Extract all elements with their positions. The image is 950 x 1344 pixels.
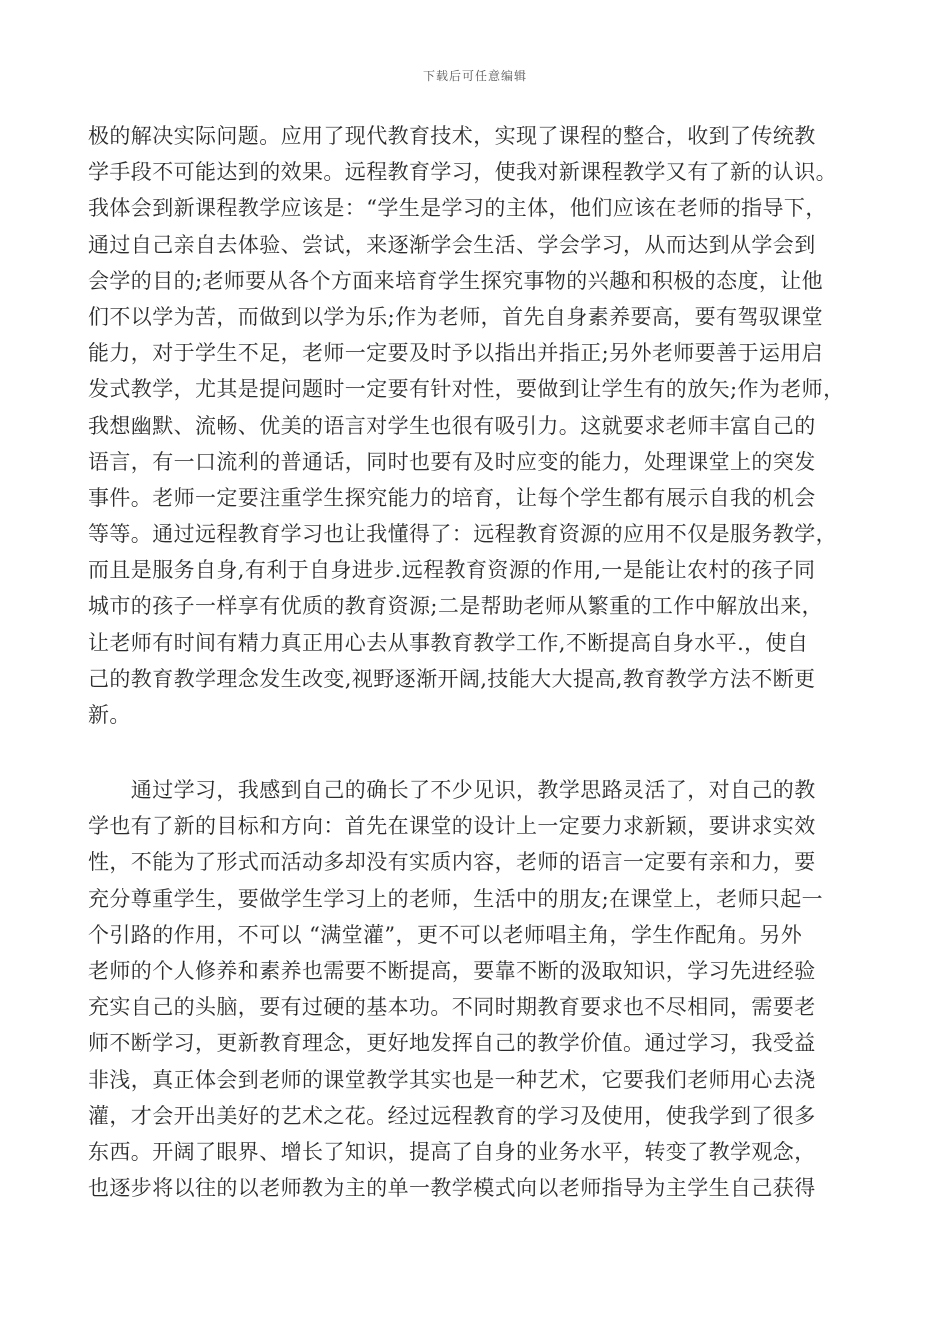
text-line: 学手段不可能达到的效果。远程教育学习，使我对新课程教学又有了新的认识。 <box>88 160 837 185</box>
text-line: 通过学习，我感到自己的确长了不少见识，教学思路灵活了，对自己的教 <box>88 778 816 802</box>
text-line: 会学的目的;老师要从各个方面来培育学生探究事物的兴趣和积极的态度，让他 <box>88 268 824 293</box>
text-line: 也逐步将以往的以老师教为主的单一教学模式向以老师指导为主学生自己获得 <box>88 1176 816 1201</box>
text-line: 新。 <box>88 703 131 727</box>
text-line: 通过自己亲自去体验、尝试，来逐渐学会生活、学会学习，从而达到从学会到 <box>88 232 816 257</box>
text-line: 非浅，真正体会到老师的课堂教学其实也是一种艺术，它要我们老师用心去浇 <box>88 1067 816 1092</box>
text-line: 极的解决实际问题。应用了现代教育技术，实现了课程的整合，收到了传统教 <box>88 124 816 148</box>
paragraph-1 <box>88 118 878 733</box>
text-line: 东西。开阔了眼界、增长了知识，提高了自身的业务水平，转变了教学观念， <box>88 1139 816 1164</box>
text-line: 充分尊重学生，要做学生学习上的老师，生活中的朋友;在课堂上，老师只起一 <box>88 886 824 911</box>
page-header: 下载后可任意编辑 <box>422 69 527 83</box>
paragraph-2 <box>88 772 878 1206</box>
text-line: 灌，才会开出美好的艺术之花。经过远程教育的学习及使用，使我学到了很多 <box>88 1103 816 1128</box>
text-line: 个引路的作用，不可以 “满堂灌”，更不可以老师唱主角，学生作配角。另外 <box>88 922 803 947</box>
text-line: 我体会到新课程教学应该是：“学生是学习的主体，他们应该在老师的指导下， <box>88 196 827 221</box>
text-line: 语言，有一口流利的普通话，同时也要有及时应变的能力，处理课堂上的突发 <box>88 449 816 474</box>
text-line: 充实自己的头脑，要有过硬的基本功。不同时期教育要求也不尽相同，需要老 <box>88 995 816 1020</box>
text-line: 而且是服务自身,有利于自身进步.远程教育资源的作用,一是能让农村的孩子同 <box>88 558 816 583</box>
text-line: 让老师有时间有精力真正用心去从事教育教学工作,不断提高自身水平.，使自 <box>88 630 809 655</box>
text-line: 发式教学，尤其是提问题时一定要有针对性，要做到让学生有的放矢;作为老师， <box>88 377 845 402</box>
text-line: 老师的个人修养和素养也需要不断提高，要靠不断的汲取知识，学习先进经验 <box>88 958 816 983</box>
text-line: 们不以学为苦，而做到以学为乐;作为老师，首先自身素养要高，要有驾驭课堂 <box>88 304 824 329</box>
text-line: 能力，对于学生不足，老师一定要及时予以指出并指正;另外老师要善于运用启 <box>88 341 824 366</box>
text-line: 学也有了新的目标和方向：首先在课堂的设计上一定要力求新颖，要讲求实效 <box>88 814 816 839</box>
text-line: 性，不能为了形式而活动多却没有实质内容，老师的语言一定要有亲和力，要 <box>88 850 816 875</box>
text-line: 我想幽默、流畅、优美的语言对学生也很有吸引力。这就要求老师丰富自己的 <box>88 413 816 438</box>
text-line: 己的教育教学理念发生改变,视野逐渐开阔,技能大大提高,教育教学方法不断更 <box>88 666 816 691</box>
text-line: 师不断学习，更新教育理念，更好地发挥自己的教学价值。通过学习，我受益 <box>88 1031 816 1056</box>
text-line: 城市的孩子一样享有优质的教育资源;二是帮助老师从繁重的工作中解放出来， <box>88 594 824 619</box>
text-line: 事件。老师一定要注重学生探究能力的培育，让每个学生都有展示自我的机会 <box>88 485 816 510</box>
text-line: 等等。通过远程教育学习也让我懂得了：远程教育资源的应用不仅是服务教学， <box>88 522 837 547</box>
